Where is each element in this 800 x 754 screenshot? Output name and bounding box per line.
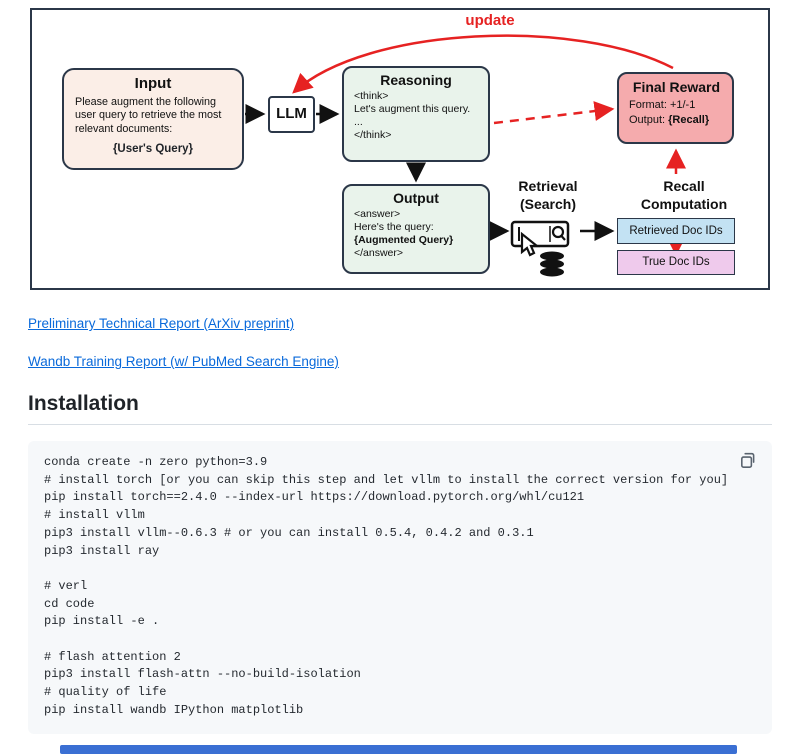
code-line <box>44 631 756 649</box>
input-box <box>62 68 244 170</box>
output-title: Output <box>393 190 439 206</box>
recall-label-line2: Computation <box>640 195 728 212</box>
rl-training-diagram <box>30 8 770 290</box>
copy-code-button[interactable] <box>738 452 758 472</box>
llm-box: LLM <box>268 96 315 133</box>
code-block-container <box>28 441 772 734</box>
bottom-blue-bar <box>60 745 737 754</box>
recall-label-line1: Recall <box>663 178 705 194</box>
reasoning-title: Reasoning <box>380 72 452 88</box>
code-line: # flash attention 2 <box>44 649 181 664</box>
code-line: pip install -e . <box>44 614 160 629</box>
readme-page <box>0 8 800 734</box>
code-line: pip3 install flash-attn --no-build-isolation <box>44 667 361 682</box>
input-query-placeholder: {User's Query} <box>112 143 194 156</box>
recall-computation-label <box>628 178 740 213</box>
code-line: pip3 install vllm--0.6.3 # or you can install 0.5.4, 0.4.2 and 0.3.1 <box>44 525 534 540</box>
final-reward-output-line: Output: {Recall} <box>629 114 710 127</box>
code-line: # install vllm <box>44 508 145 523</box>
reasoning-line: Let's augment this query. <box>354 102 471 115</box>
database-icon <box>540 252 564 277</box>
code-line: conda create -n zero python=3.9 <box>44 455 268 469</box>
update-label: update <box>465 12 515 29</box>
code-lines <box>44 454 756 720</box>
output-line: <answer> <box>354 207 401 220</box>
copy-icon <box>739 452 757 470</box>
code-line: # verl <box>44 578 88 593</box>
report-links <box>28 316 772 369</box>
code-line: pip3 install ray <box>44 543 160 558</box>
retrieval-label <box>500 178 596 213</box>
output-line: </answer> <box>354 246 404 259</box>
final-reward-box <box>617 72 734 144</box>
code-line: # quality of life <box>44 685 167 700</box>
reasoning-line: <think> <box>354 89 389 102</box>
final-reward-title: Final Reward <box>632 79 721 95</box>
code-line: cd code <box>44 596 95 611</box>
arxiv-report-link[interactable]: Preliminary Technical Report (ArXiv preprint) <box>28 316 295 331</box>
final-reward-format-line: Format: +1/-1 <box>629 98 696 111</box>
reasoning-box <box>342 66 490 162</box>
wandb-report-link[interactable]: Wandb Training Report (w/ PubMed Search Engine) <box>28 354 339 369</box>
code-line: pip install wandb IPython matplotlib <box>44 702 304 717</box>
input-body-text: Please augment the following user query to retrieve the most relevant documents: <box>75 95 222 135</box>
retrieval-label-line2: (Search) <box>519 195 577 212</box>
code-line: # install torch [or you can skip this step and let vllm to install the correct version for you] <box>44 472 729 487</box>
input-title: Input <box>134 75 172 92</box>
output-augmented-query: {Augmented Query} <box>354 233 454 246</box>
output-line: Here's the query: <box>354 220 434 233</box>
retrieved-doc-ids-box: Retrieved Doc IDs <box>617 218 735 244</box>
output-box <box>342 184 490 274</box>
code-line: pip install torch==2.4.0 --index-url https://download.pytorch.org/whl/cu121 <box>44 490 585 505</box>
retrieval-label-line1: Retrieval <box>518 178 578 194</box>
installation-heading: Installation <box>28 392 772 425</box>
true-doc-ids-box: True Doc IDs <box>617 250 735 275</box>
installation-code-block <box>28 441 772 734</box>
reasoning-line: ... <box>354 115 363 128</box>
reasoning-line: </think> <box>354 128 392 141</box>
code-line <box>44 560 756 578</box>
search-engine-icon <box>510 218 576 284</box>
